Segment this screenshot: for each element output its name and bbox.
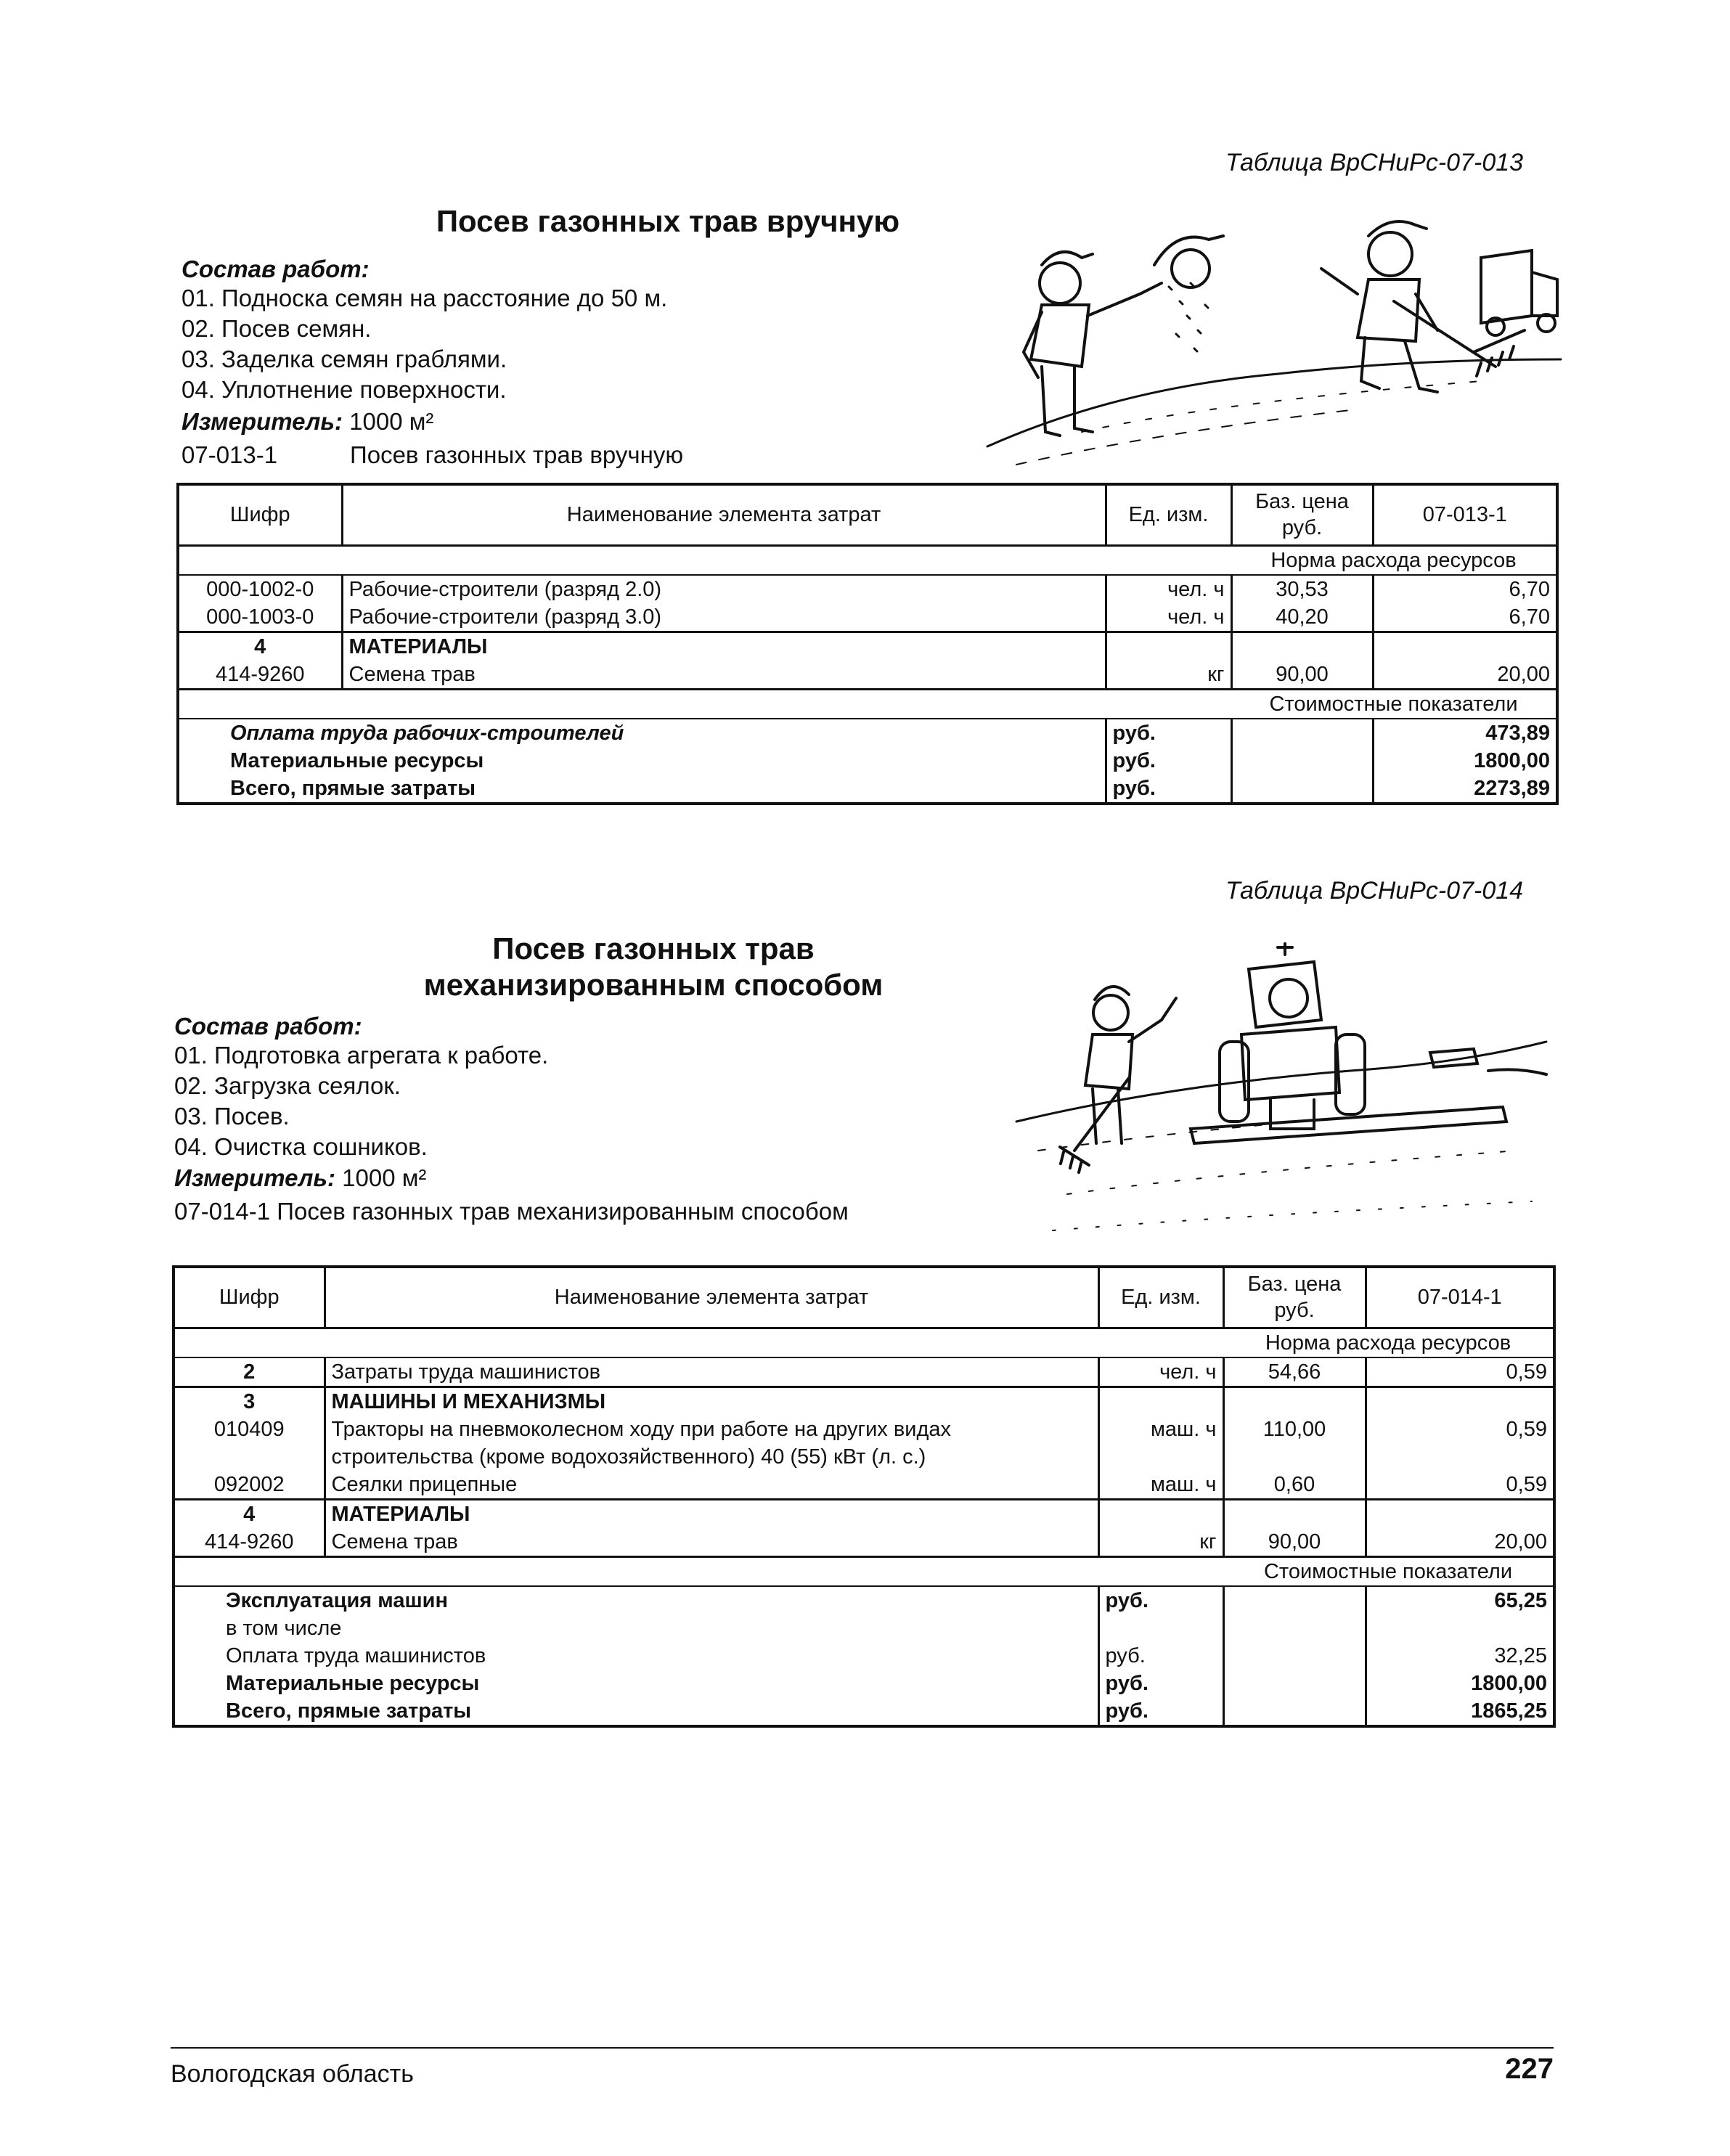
total-row: Эксплуатация машин руб. 65,25 — [174, 1586, 1554, 1614]
header-code: Шифр — [174, 1267, 325, 1328]
code-line — [181, 441, 683, 469]
composition-label: Состав работ: — [181, 256, 370, 282]
truck-icon — [1481, 250, 1557, 335]
work-item: 01. Подноска семян на расстояние до 50 м. — [181, 285, 668, 311]
header-code: Шифр — [178, 484, 342, 545]
total-row: Оплата труда рабочих-строителей руб. 473,89 — [178, 719, 1557, 747]
header-name: Наименование элемента затрат — [325, 1267, 1098, 1328]
band-costs: Стоимостные показатели — [1231, 689, 1557, 719]
section-title-line: Посев газонных трав — [492, 931, 815, 965]
works-list — [174, 1040, 548, 1162]
code-description: Посев газонных трав вручную — [350, 441, 684, 468]
table-row: 414-9260 Семена трав кг 90,00 20,00 — [178, 661, 1557, 690]
table-row: строительства (кроме водохозяйственного) 40 (55) кВт (л. с.) — [174, 1443, 1554, 1471]
tractor-icon — [1191, 944, 1506, 1143]
table-row: 010409 Тракторы на пневмоколесном ходу при работе на других видах маш. ч 110,00 0,59 — [174, 1416, 1554, 1443]
table-row: 2 Затраты труда машинистов чел. ч 54,66 0,59 — [174, 1357, 1554, 1387]
section-title — [290, 931, 1016, 1003]
total-row: Оплата труда машинистов руб. 32,25 — [174, 1642, 1554, 1670]
cost-table — [172, 1265, 1556, 1728]
code: 07-013-1 — [181, 441, 278, 468]
work-item: 01. Подготовка агрегата к работе. — [174, 1042, 549, 1069]
total-row: Всего, прямые затраты руб. 1865,25 — [174, 1697, 1554, 1726]
header-base-price: Баз. цена руб. — [1231, 484, 1373, 545]
measure-label: Измеритель: — [181, 408, 343, 435]
code-line: 07-014-1 Посев газонных трав механизированным способом — [174, 1198, 849, 1225]
page-number: 227 — [1505, 2053, 1554, 2085]
cost-table — [176, 483, 1559, 805]
table-label: Таблица ВрСНиРс-07-013 — [1225, 149, 1524, 176]
header-name: Наименование элемента затрат — [342, 484, 1106, 545]
illustration-manual-sowing — [973, 214, 1568, 483]
total-row: Всего, прямые затраты руб. 2273,89 — [178, 775, 1557, 804]
header-unit: Ед. изм. — [1098, 1267, 1223, 1328]
table-row: 4 МАТЕРИАЛЫ — [178, 632, 1557, 661]
footer-region: Вологодская область — [171, 2060, 414, 2088]
worker-figure — [1154, 221, 1525, 392]
works-list — [181, 283, 667, 405]
table-row: 4 МАТЕРИАЛЫ — [174, 1499, 1554, 1528]
total-row: в том числе — [174, 1614, 1554, 1642]
worker-figure — [1060, 987, 1176, 1172]
header-unit: Ед. изм. — [1106, 484, 1231, 545]
table-row: 3 МАШИНЫ И МЕХАНИЗМЫ — [174, 1387, 1554, 1416]
work-item: 02. Посев семян. — [181, 315, 372, 342]
table-row: 092002 Сеялки прицепные маш. ч 0,60 0,59 — [174, 1471, 1554, 1500]
footer-rule — [171, 2047, 1554, 2049]
table-row: 000-1002-0 Рабочие-строители (разряд 2.0) чел. ч 30,53 6,70 — [178, 575, 1557, 603]
work-item: 03. Заделка семян граблями. — [181, 346, 507, 372]
band-costs: Стоимостные показатели — [1223, 1556, 1554, 1586]
measure-label: Измеритель: — [174, 1164, 335, 1191]
band-norms: Норма расхода ресурсов — [1223, 1328, 1554, 1357]
table-row: 414-9260 Семена трав кг 90,00 20,00 — [174, 1528, 1554, 1557]
table-label: Таблица ВрСНиРс-07-014 — [1225, 877, 1524, 905]
measure-line — [174, 1163, 426, 1193]
measure-line — [181, 407, 433, 437]
table-row: 000-1003-0 Рабочие-строители (разряд 3.0) чел. ч 40,20 6,70 — [178, 603, 1557, 632]
work-item: 02. Загрузка сеялок. — [174, 1072, 401, 1099]
band-norms: Норма расхода ресурсов — [1231, 545, 1557, 575]
header-norm-code: 07-014-1 — [1366, 1267, 1554, 1328]
work-item: 03. Посев. — [174, 1103, 290, 1130]
measure-value: 1000 м² — [335, 1164, 427, 1191]
header-base-price: Баз. цена руб. — [1223, 1267, 1366, 1328]
illustration-mechanized-sowing — [1009, 933, 1561, 1252]
section-title-line: механизированным способом — [423, 968, 884, 1002]
total-row: Материальные ресурсы руб. 1800,00 — [178, 747, 1557, 775]
measure-value: 1000 м² — [343, 408, 434, 435]
work-item: 04. Уплотнение поверхности. — [181, 376, 507, 403]
section-title: Посев газонных трав вручную — [436, 204, 900, 238]
composition-label: Состав работ: — [174, 1013, 362, 1040]
total-row: Материальные ресурсы руб. 1800,00 — [174, 1670, 1554, 1697]
work-item: 04. Очистка сошников. — [174, 1133, 428, 1160]
header-norm-code: 07-013-1 — [1373, 484, 1557, 545]
